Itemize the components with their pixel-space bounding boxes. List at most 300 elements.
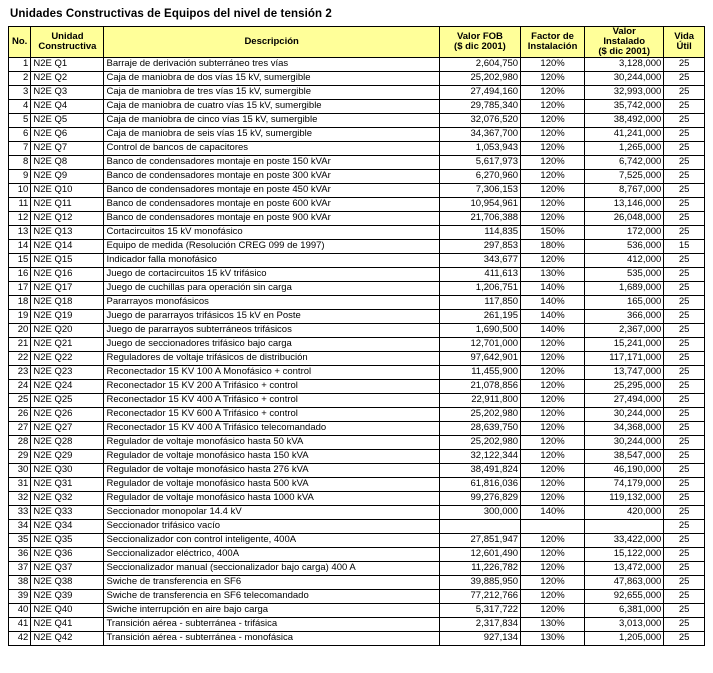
cell-valor-instalado: 30,244,000: [585, 71, 664, 85]
cell-valor-instalado: 13,747,000: [585, 365, 664, 379]
table-row: [9, 449, 705, 463]
cell-valor-instalado: 1,265,000: [585, 141, 664, 155]
cell-valor-fob: 411,613: [439, 267, 520, 281]
table-row: [9, 407, 705, 421]
column-header-unidad-line1: Unidad: [51, 30, 84, 42]
cell-factor-instalacion: 140%: [521, 323, 585, 337]
cell-valor-instalado: 8,767,000: [585, 183, 664, 197]
cell-no: 41: [9, 617, 31, 631]
cell-unidad-constructiva: N2E Q38: [31, 575, 104, 589]
table-row: [9, 183, 705, 197]
column-header-unidad-constructiva: [31, 27, 104, 58]
cell-factor-instalacion: 120%: [521, 603, 585, 617]
cell-factor-instalacion: 120%: [521, 589, 585, 603]
cell-unidad-constructiva: N2E Q20: [31, 323, 104, 337]
cell-descripcion: Regulador de voltaje monofásico hasta 150 kVA: [104, 449, 439, 463]
cell-unidad-constructiva: N2E Q34: [31, 519, 104, 533]
cell-descripcion: Indicador falla monofásico: [104, 253, 439, 267]
table-row: [9, 393, 705, 407]
cell-valor-instalado: 7,525,000: [585, 169, 664, 183]
cell-valor-fob: 2,604,750: [439, 57, 520, 71]
cell-no: 28: [9, 435, 31, 449]
cell-no: 36: [9, 547, 31, 561]
cell-no: 15: [9, 253, 31, 267]
table-row: [9, 519, 705, 533]
cell-no: 13: [9, 225, 31, 239]
cell-vida-util: 25: [664, 477, 705, 491]
cell-factor-instalacion: 120%: [521, 85, 585, 99]
cell-valor-instalado: 15,122,000: [585, 547, 664, 561]
cell-valor-fob: 12,701,000: [439, 337, 520, 351]
table-row: [9, 589, 705, 603]
cell-unidad-constructiva: N2E Q17: [31, 281, 104, 295]
cell-valor-fob: 34,367,700: [439, 127, 520, 141]
cell-descripcion: Caja de maniobra de dos vías 15 kV, sumergible: [104, 71, 439, 85]
cell-descripcion: Reconectador 15 KV 100 A Monofásico + control: [104, 365, 439, 379]
cell-no: 37: [9, 561, 31, 575]
cell-vida-util: 25: [664, 575, 705, 589]
cell-descripcion: Pararrayos monofásicos: [104, 295, 439, 309]
cell-descripcion: Barraje de derivación subterráneo tres vías: [104, 57, 439, 71]
cell-valor-fob: 25,202,980: [439, 71, 520, 85]
cell-factor-instalacion: 120%: [521, 393, 585, 407]
cell-unidad-constructiva: N2E Q2: [31, 71, 104, 85]
cell-no: 31: [9, 477, 31, 491]
cell-unidad-constructiva: N2E Q23: [31, 365, 104, 379]
column-header-vida-util: [664, 27, 705, 58]
cell-valor-fob: 10,954,961: [439, 197, 520, 211]
cell-valor-instalado: 15,241,000: [585, 337, 664, 351]
cell-valor-fob: 927,134: [439, 631, 520, 645]
table-row: [9, 323, 705, 337]
cell-valor-instalado: 38,492,000: [585, 113, 664, 127]
cell-valor-fob: 21,706,388: [439, 211, 520, 225]
table-header-row: [9, 27, 705, 58]
column-header-factor-line1: Factor de: [531, 30, 574, 42]
cell-valor-fob: 27,494,160: [439, 85, 520, 99]
cell-valor-fob: 11,455,900: [439, 365, 520, 379]
cell-no: 27: [9, 421, 31, 435]
cell-vida-util: 25: [664, 519, 705, 533]
cell-descripcion: Reconectador 15 KV 400 A Trifásico telecomandado: [104, 421, 439, 435]
cell-no: 29: [9, 449, 31, 463]
cell-no: 3: [9, 85, 31, 99]
cell-vida-util: 25: [664, 141, 705, 155]
cell-unidad-constructiva: N2E Q30: [31, 463, 104, 477]
table-row: [9, 295, 705, 309]
table-row: [9, 575, 705, 589]
cell-valor-fob: 5,617,973: [439, 155, 520, 169]
cell-valor-instalado: 420,000: [585, 505, 664, 519]
table-row: [9, 491, 705, 505]
cell-valor-instalado: 35,742,000: [585, 99, 664, 113]
cell-factor-instalacion: 120%: [521, 71, 585, 85]
table-row: [9, 561, 705, 575]
cell-vida-util: 25: [664, 589, 705, 603]
table-row: [9, 421, 705, 435]
cell-valor-instalado: 26,048,000: [585, 211, 664, 225]
cell-descripcion: Banco de condensadores montaje en poste 150 kVAr: [104, 155, 439, 169]
cell-valor-fob: 261,195: [439, 309, 520, 323]
column-header-factor-instalacion: [521, 27, 585, 58]
cell-factor-instalacion: 120%: [521, 351, 585, 365]
cell-factor-instalacion: 180%: [521, 239, 585, 253]
cell-valor-fob: 300,000: [439, 505, 520, 519]
cell-unidad-constructiva: N2E Q40: [31, 603, 104, 617]
cell-valor-fob: 28,639,750: [439, 421, 520, 435]
table-row: [9, 463, 705, 477]
cell-vida-util: 25: [664, 365, 705, 379]
cell-descripcion: Caja de maniobra de cuatro vías 15 kV, sumergible: [104, 99, 439, 113]
cell-factor-instalacion: 120%: [521, 253, 585, 267]
cell-valor-instalado: 6,381,000: [585, 603, 664, 617]
cell-valor-instalado: [585, 519, 664, 533]
cell-unidad-constructiva: N2E Q4: [31, 99, 104, 113]
cell-vida-util: 25: [664, 113, 705, 127]
cell-valor-instalado: 46,190,000: [585, 463, 664, 477]
cell-valor-fob: 1,690,500: [439, 323, 520, 337]
cell-descripcion: Seccionador trifásico vacío: [104, 519, 439, 533]
cell-factor-instalacion: 120%: [521, 57, 585, 71]
cell-factor-instalacion: 120%: [521, 463, 585, 477]
cell-vida-util: 25: [664, 323, 705, 337]
cell-valor-instalado: 3,128,000: [585, 57, 664, 71]
table-row: [9, 169, 705, 183]
column-header-valor-instalado: [585, 27, 664, 58]
cell-valor-fob: 32,076,520: [439, 113, 520, 127]
cell-descripcion: Banco de condensadores montaje en poste 900 kVAr: [104, 211, 439, 225]
cell-vida-util: 25: [664, 491, 705, 505]
table-row: [9, 99, 705, 113]
table-row: [9, 155, 705, 169]
cell-vida-util: 25: [664, 603, 705, 617]
cell-unidad-constructiva: N2E Q6: [31, 127, 104, 141]
cell-unidad-constructiva: N2E Q37: [31, 561, 104, 575]
cell-valor-instalado: 13,472,000: [585, 561, 664, 575]
cell-valor-instalado: 536,000: [585, 239, 664, 253]
table-row: [9, 113, 705, 127]
cell-no: 11: [9, 197, 31, 211]
cell-descripcion: Transición aérea - subterránea - monofásica: [104, 631, 439, 645]
cell-no: 7: [9, 141, 31, 155]
cell-factor-instalacion: 140%: [521, 309, 585, 323]
cell-descripcion: Transición aérea - subterránea - trifásica: [104, 617, 439, 631]
table-row: [9, 365, 705, 379]
cell-valor-instalado: 74,179,000: [585, 477, 664, 491]
cell-vida-util: 25: [664, 127, 705, 141]
cell-valor-fob: 117,850: [439, 295, 520, 309]
page-title: Unidades Constructivas de Equipos del nivel de tensión 2: [10, 8, 332, 20]
cell-no: 25: [9, 393, 31, 407]
cell-valor-instalado: 412,000: [585, 253, 664, 267]
cell-no: 24: [9, 379, 31, 393]
cell-unidad-constructiva: N2E Q41: [31, 617, 104, 631]
cell-vida-util: 25: [664, 463, 705, 477]
unidades-constructivas-table: [8, 26, 705, 646]
cell-valor-instalado: 41,241,000: [585, 127, 664, 141]
cell-factor-instalacion: 140%: [521, 295, 585, 309]
cell-descripcion: Cortacircuitos 15 kV monofásico: [104, 225, 439, 239]
cell-unidad-constructiva: N2E Q19: [31, 309, 104, 323]
cell-factor-instalacion: 140%: [521, 281, 585, 295]
cell-valor-instalado: 119,132,000: [585, 491, 664, 505]
cell-vida-util: 25: [664, 267, 705, 281]
cell-unidad-constructiva: N2E Q5: [31, 113, 104, 127]
table-row: [9, 351, 705, 365]
cell-unidad-constructiva: N2E Q33: [31, 505, 104, 519]
cell-factor-instalacion: 120%: [521, 141, 585, 155]
cell-no: 33: [9, 505, 31, 519]
cell-factor-instalacion: 130%: [521, 267, 585, 281]
cell-valor-fob: 343,677: [439, 253, 520, 267]
cell-valor-instalado: 6,742,000: [585, 155, 664, 169]
cell-valor-fob: 77,212,766: [439, 589, 520, 603]
cell-valor-fob: 99,276,829: [439, 491, 520, 505]
cell-valor-instalado: 3,013,000: [585, 617, 664, 631]
cell-unidad-constructiva: N2E Q16: [31, 267, 104, 281]
cell-factor-instalacion: 120%: [521, 561, 585, 575]
cell-no: 9: [9, 169, 31, 183]
table-row: [9, 57, 705, 71]
table-row: [9, 379, 705, 393]
cell-valor-fob: 114,835: [439, 225, 520, 239]
cell-descripcion: Seccionador monopolar 14.4 kV: [104, 505, 439, 519]
cell-vida-util: 25: [664, 295, 705, 309]
table-row: [9, 281, 705, 295]
cell-descripcion: Equipo de medida (Resolución CREG 099 de 1997): [104, 239, 439, 253]
column-header-fob-line1: Valor FOB: [456, 30, 503, 42]
cell-vida-util: 25: [664, 169, 705, 183]
column-header-instalado-line2: Instalado: [603, 35, 646, 47]
cell-vida-util: 25: [664, 71, 705, 85]
column-header-unidad-line2: Constructiva: [38, 40, 97, 52]
cell-unidad-constructiva: N2E Q39: [31, 589, 104, 603]
cell-vida-util: 25: [664, 225, 705, 239]
cell-factor-instalacion: 120%: [521, 491, 585, 505]
cell-unidad-constructiva: N2E Q7: [31, 141, 104, 155]
cell-no: 30: [9, 463, 31, 477]
cell-valor-fob: 6,270,960: [439, 169, 520, 183]
table-row: [9, 253, 705, 267]
cell-factor-instalacion: 120%: [521, 337, 585, 351]
table-row: [9, 505, 705, 519]
cell-unidad-constructiva: N2E Q35: [31, 533, 104, 547]
cell-vida-util: 25: [664, 407, 705, 421]
cell-factor-instalacion: 120%: [521, 421, 585, 435]
cell-unidad-constructiva: N2E Q14: [31, 239, 104, 253]
cell-no: 34: [9, 519, 31, 533]
cell-descripcion: Caja de maniobra de tres vías 15 kV, sumergible: [104, 85, 439, 99]
cell-unidad-constructiva: N2E Q31: [31, 477, 104, 491]
cell-vida-util: 25: [664, 197, 705, 211]
cell-no: 26: [9, 407, 31, 421]
column-header-valor-fob: [439, 27, 520, 58]
cell-unidad-constructiva: N2E Q36: [31, 547, 104, 561]
cell-descripcion: Reconectador 15 KV 200 A Trifásico + control: [104, 379, 439, 393]
cell-valor-fob: 5,317,722: [439, 603, 520, 617]
cell-no: 38: [9, 575, 31, 589]
table-row: [9, 71, 705, 85]
cell-vida-util: 25: [664, 421, 705, 435]
cell-vida-util: 25: [664, 631, 705, 645]
cell-vida-util: 25: [664, 337, 705, 351]
cell-no: 20: [9, 323, 31, 337]
table-row: [9, 617, 705, 631]
cell-descripcion: Seccionalizador manual (seccionalizador bajo carga) 400 A: [104, 561, 439, 575]
cell-vida-util: 15: [664, 239, 705, 253]
cell-unidad-constructiva: N2E Q9: [31, 169, 104, 183]
cell-no: 5: [9, 113, 31, 127]
cell-unidad-constructiva: N2E Q25: [31, 393, 104, 407]
cell-valor-fob: 297,853: [439, 239, 520, 253]
cell-no: 23: [9, 365, 31, 379]
column-header-descripcion: Descripción: [104, 27, 439, 58]
cell-valor-instalado: 366,000: [585, 309, 664, 323]
cell-vida-util: 25: [664, 505, 705, 519]
cell-no: 8: [9, 155, 31, 169]
cell-no: 17: [9, 281, 31, 295]
cell-no: 35: [9, 533, 31, 547]
table-row: [9, 603, 705, 617]
cell-no: 1: [9, 57, 31, 71]
cell-descripcion: Juego de cuchillas para operación sin carga: [104, 281, 439, 295]
cell-descripcion: Reguladores de voltaje trifásicos de distribución: [104, 351, 439, 365]
table-row: [9, 225, 705, 239]
cell-vida-util: 25: [664, 183, 705, 197]
table-row: [9, 309, 705, 323]
cell-valor-fob: 1,206,751: [439, 281, 520, 295]
cell-unidad-constructiva: N2E Q29: [31, 449, 104, 463]
cell-valor-instalado: 30,244,000: [585, 407, 664, 421]
cell-vida-util: 25: [664, 435, 705, 449]
table-row: [9, 85, 705, 99]
cell-unidad-constructiva: N2E Q24: [31, 379, 104, 393]
cell-valor-fob: 27,851,947: [439, 533, 520, 547]
cell-no: 42: [9, 631, 31, 645]
cell-no: 19: [9, 309, 31, 323]
cell-factor-instalacion: 120%: [521, 407, 585, 421]
cell-factor-instalacion: 120%: [521, 533, 585, 547]
column-header-vida-line2: Útil: [676, 40, 692, 52]
cell-factor-instalacion: 120%: [521, 435, 585, 449]
cell-vida-util: 25: [664, 155, 705, 169]
cell-descripcion: Banco de condensadores montaje en poste 300 kVAr: [104, 169, 439, 183]
cell-no: 22: [9, 351, 31, 365]
table-row: [9, 631, 705, 645]
cell-valor-fob: 38,491,824: [439, 463, 520, 477]
cell-factor-instalacion: 140%: [521, 505, 585, 519]
cell-descripcion: Juego de cortacircuitos 15 kV trifásico: [104, 267, 439, 281]
cell-vida-util: 25: [664, 379, 705, 393]
cell-valor-instalado: 2,367,000: [585, 323, 664, 337]
cell-unidad-constructiva: N2E Q21: [31, 337, 104, 351]
cell-descripcion: Swiche interrupción en aire bajo carga: [104, 603, 439, 617]
cell-valor-instalado: 13,146,000: [585, 197, 664, 211]
cell-vida-util: 25: [664, 547, 705, 561]
cell-no: 10: [9, 183, 31, 197]
cell-valor-fob: 25,202,980: [439, 407, 520, 421]
cell-unidad-constructiva: N2E Q3: [31, 85, 104, 99]
table-row: [9, 197, 705, 211]
cell-factor-instalacion: 120%: [521, 113, 585, 127]
cell-descripcion: Seccionalizador eléctrico, 400A: [104, 547, 439, 561]
cell-vida-util: 25: [664, 393, 705, 407]
table-row: [9, 477, 705, 491]
cell-unidad-constructiva: N2E Q1: [31, 57, 104, 71]
cell-valor-instalado: 165,000: [585, 295, 664, 309]
cell-valor-instalado: 27,494,000: [585, 393, 664, 407]
cell-no: 39: [9, 589, 31, 603]
cell-vida-util: 25: [664, 85, 705, 99]
cell-vida-util: 25: [664, 351, 705, 365]
table-row: [9, 127, 705, 141]
cell-valor-fob: 1,053,943: [439, 141, 520, 155]
cell-factor-instalacion: 130%: [521, 617, 585, 631]
cell-no: 40: [9, 603, 31, 617]
cell-factor-instalacion: 120%: [521, 477, 585, 491]
cell-factor-instalacion: 130%: [521, 631, 585, 645]
cell-unidad-constructiva: N2E Q18: [31, 295, 104, 309]
cell-no: 18: [9, 295, 31, 309]
cell-vida-util: 25: [664, 617, 705, 631]
cell-valor-fob: 61,816,036: [439, 477, 520, 491]
column-header-instalado-line3: ($ dic 2001): [598, 45, 651, 57]
cell-valor-instalado: 25,295,000: [585, 379, 664, 393]
table-row: [9, 337, 705, 351]
cell-descripcion: Reconectador 15 KV 600 A Trifásico + control: [104, 407, 439, 421]
cell-no: 12: [9, 211, 31, 225]
cell-valor-fob: 12,601,490: [439, 547, 520, 561]
cell-unidad-constructiva: N2E Q22: [31, 351, 104, 365]
column-header-instalado-line1: Valor: [612, 26, 636, 37]
cell-valor-fob: 32,122,344: [439, 449, 520, 463]
table-row: [9, 239, 705, 253]
cell-valor-fob: [439, 519, 520, 533]
cell-vida-util: 25: [664, 211, 705, 225]
cell-valor-fob: 25,202,980: [439, 435, 520, 449]
cell-unidad-constructiva: N2E Q15: [31, 253, 104, 267]
table-row: [9, 267, 705, 281]
cell-factor-instalacion: 120%: [521, 575, 585, 589]
cell-vida-util: 25: [664, 561, 705, 575]
cell-valor-instalado: 47,863,000: [585, 575, 664, 589]
cell-descripcion: Seccionalizador con control inteligente, 400A: [104, 533, 439, 547]
cell-vida-util: 25: [664, 281, 705, 295]
cell-descripcion: Juego de pararrayos subterráneos trifásicos: [104, 323, 439, 337]
cell-descripcion: Regulador de voltaje monofásico hasta 50 kVA: [104, 435, 439, 449]
cell-vida-util: 25: [664, 309, 705, 323]
column-header-factor-line2: Instalación: [527, 40, 578, 52]
table-row: [9, 533, 705, 547]
cell-valor-instalado: 1,205,000: [585, 631, 664, 645]
cell-no: 6: [9, 127, 31, 141]
cell-no: 4: [9, 99, 31, 113]
table-row: [9, 141, 705, 155]
cell-factor-instalacion: 120%: [521, 449, 585, 463]
cell-valor-fob: 7,306,153: [439, 183, 520, 197]
cell-unidad-constructiva: N2E Q26: [31, 407, 104, 421]
cell-valor-fob: 29,785,340: [439, 99, 520, 113]
cell-valor-instalado: 92,655,000: [585, 589, 664, 603]
cell-unidad-constructiva: N2E Q28: [31, 435, 104, 449]
cell-unidad-constructiva: N2E Q10: [31, 183, 104, 197]
cell-unidad-constructiva: N2E Q8: [31, 155, 104, 169]
cell-no: 32: [9, 491, 31, 505]
cell-descripcion: Reconectador 15 KV 400 A Trifásico + control: [104, 393, 439, 407]
table-body: [9, 57, 705, 645]
cell-vida-util: 25: [664, 57, 705, 71]
cell-factor-instalacion: 120%: [521, 547, 585, 561]
